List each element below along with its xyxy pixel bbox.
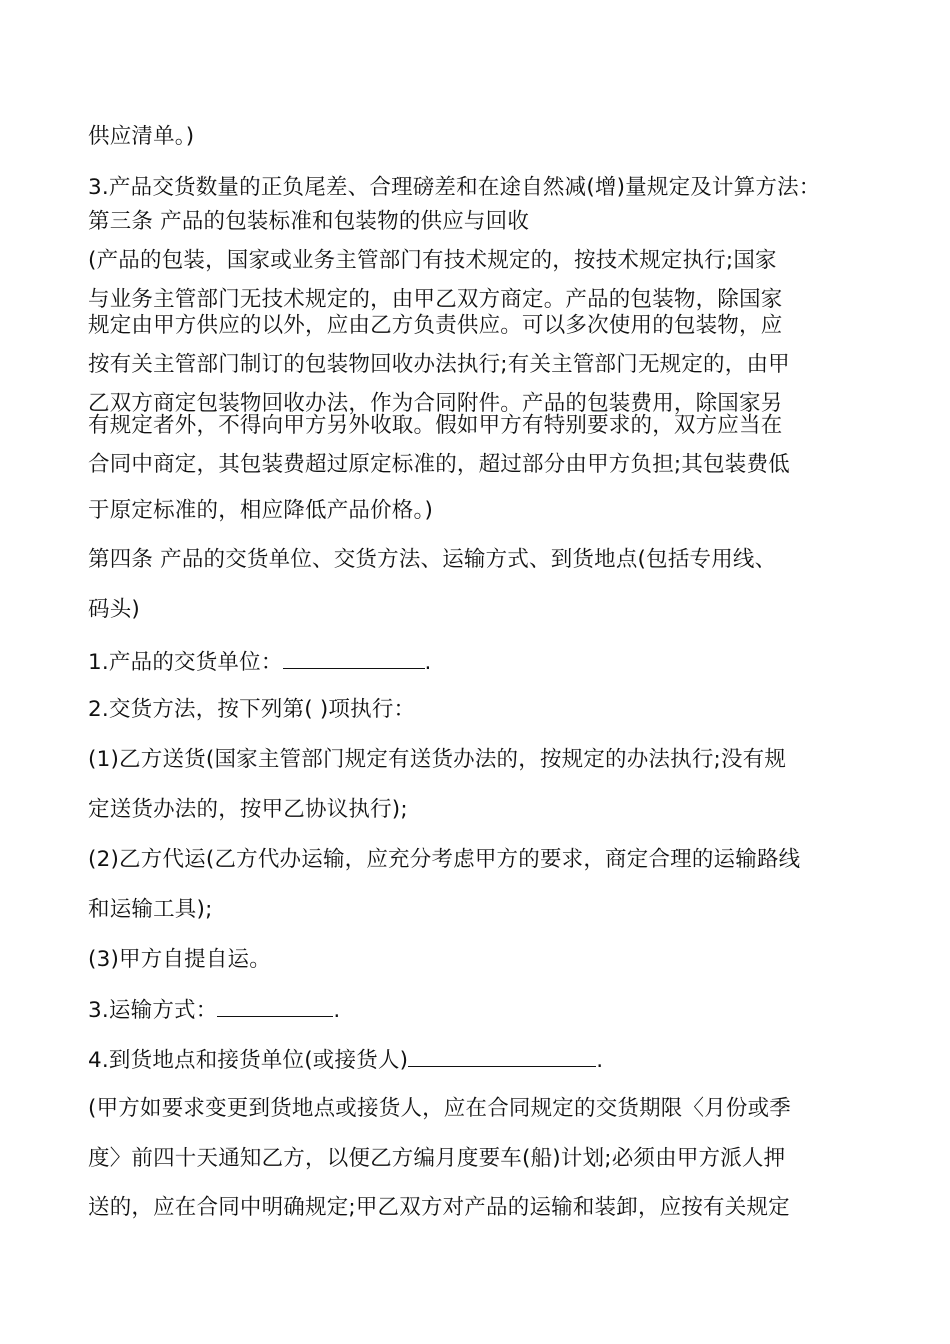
section-heading: 第三条 产品的包装标准和包装物的供应与回收 — [88, 209, 530, 234]
delivery-unit-line: 1.产品的交货单位： . — [88, 650, 432, 675]
destination-line: 4.到货地点和接货单位(或接货人) . — [88, 1048, 604, 1073]
text-line: 2.交货方法，按下列第( )项执行： — [88, 697, 416, 722]
text-line: (产品的包装，国家或业务主管部门有技术规定的，按技术规定执行;国家 — [88, 248, 777, 273]
text-line: 乙双方商定包装物回收办法，作为合同附件。产品的包装费用，除国家另 — [88, 391, 783, 416]
section-heading: 第四条 产品的交货单位、交货方法、运输方式、到货地点(包括专用线、 — [88, 547, 777, 572]
text-line: 码头) — [88, 597, 140, 622]
text-line: 有规定者外，不得向甲方另外收取。假如甲方有特别要求的，双方应当在 — [88, 413, 783, 438]
text-line: 按有关主管部门制订的包装物回收办法执行;有关主管部门无规定的，由甲 — [88, 352, 790, 377]
text-line: (1)乙方送货(国家主管部门规定有送货办法的，按规定的办法执行;没有规 — [88, 747, 787, 772]
text-line: 于原定标准的，相应降低产品价格。) — [88, 498, 434, 523]
text-line: (3)甲方自提自运。 — [88, 947, 271, 972]
transport-method-blank[interactable] — [217, 998, 333, 1017]
text-line: (2)乙方代运(乙方代办运输，应充分考虑甲方的要求，商定合理的运输路线 — [88, 847, 801, 872]
text-line: 供应清单。) — [88, 124, 195, 149]
text-line: 度〉前四十天通知乙方，以便乙方编月度要车(船)计划;必须由甲方派人押 — [88, 1146, 786, 1171]
delivery-unit-label: 1.产品的交货单位： — [88, 650, 283, 675]
text-line: 规定由甲方供应的以外，应由乙方负责供应。可以多次使用的包装物，应 — [88, 313, 783, 338]
text-line: 送的，应在合同中明确规定;甲乙双方对产品的运输和装卸，应按有关规定 — [88, 1195, 790, 1220]
text-line: 3.产品交货数量的正负尾差、合理磅差和在途自然减(增)量规定及计算方法： — [88, 175, 821, 200]
text-line: 和运输工具); — [88, 897, 213, 922]
text-line: 定送货办法的，按甲乙协议执行); — [88, 797, 408, 822]
text-line: 与业务主管部门无技术规定的，由甲乙双方商定。产品的包装物，除国家 — [88, 287, 783, 312]
transport-method-label: 3.运输方式： — [88, 998, 218, 1023]
text-line: 合同中商定，其包装费超过原定标准的，超过部分由甲方负担;其包装费低 — [88, 452, 790, 477]
destination-label: 4.到货地点和接货单位(或接货人) — [88, 1048, 409, 1073]
delivery-unit-blank[interactable] — [283, 650, 425, 669]
destination-blank[interactable] — [408, 1048, 596, 1067]
text-line: (甲方如要求变更到货地点或接货人，应在合同规定的交货期限〈月份或季 — [88, 1096, 791, 1121]
transport-method-line: 3.运输方式： . — [88, 998, 341, 1023]
